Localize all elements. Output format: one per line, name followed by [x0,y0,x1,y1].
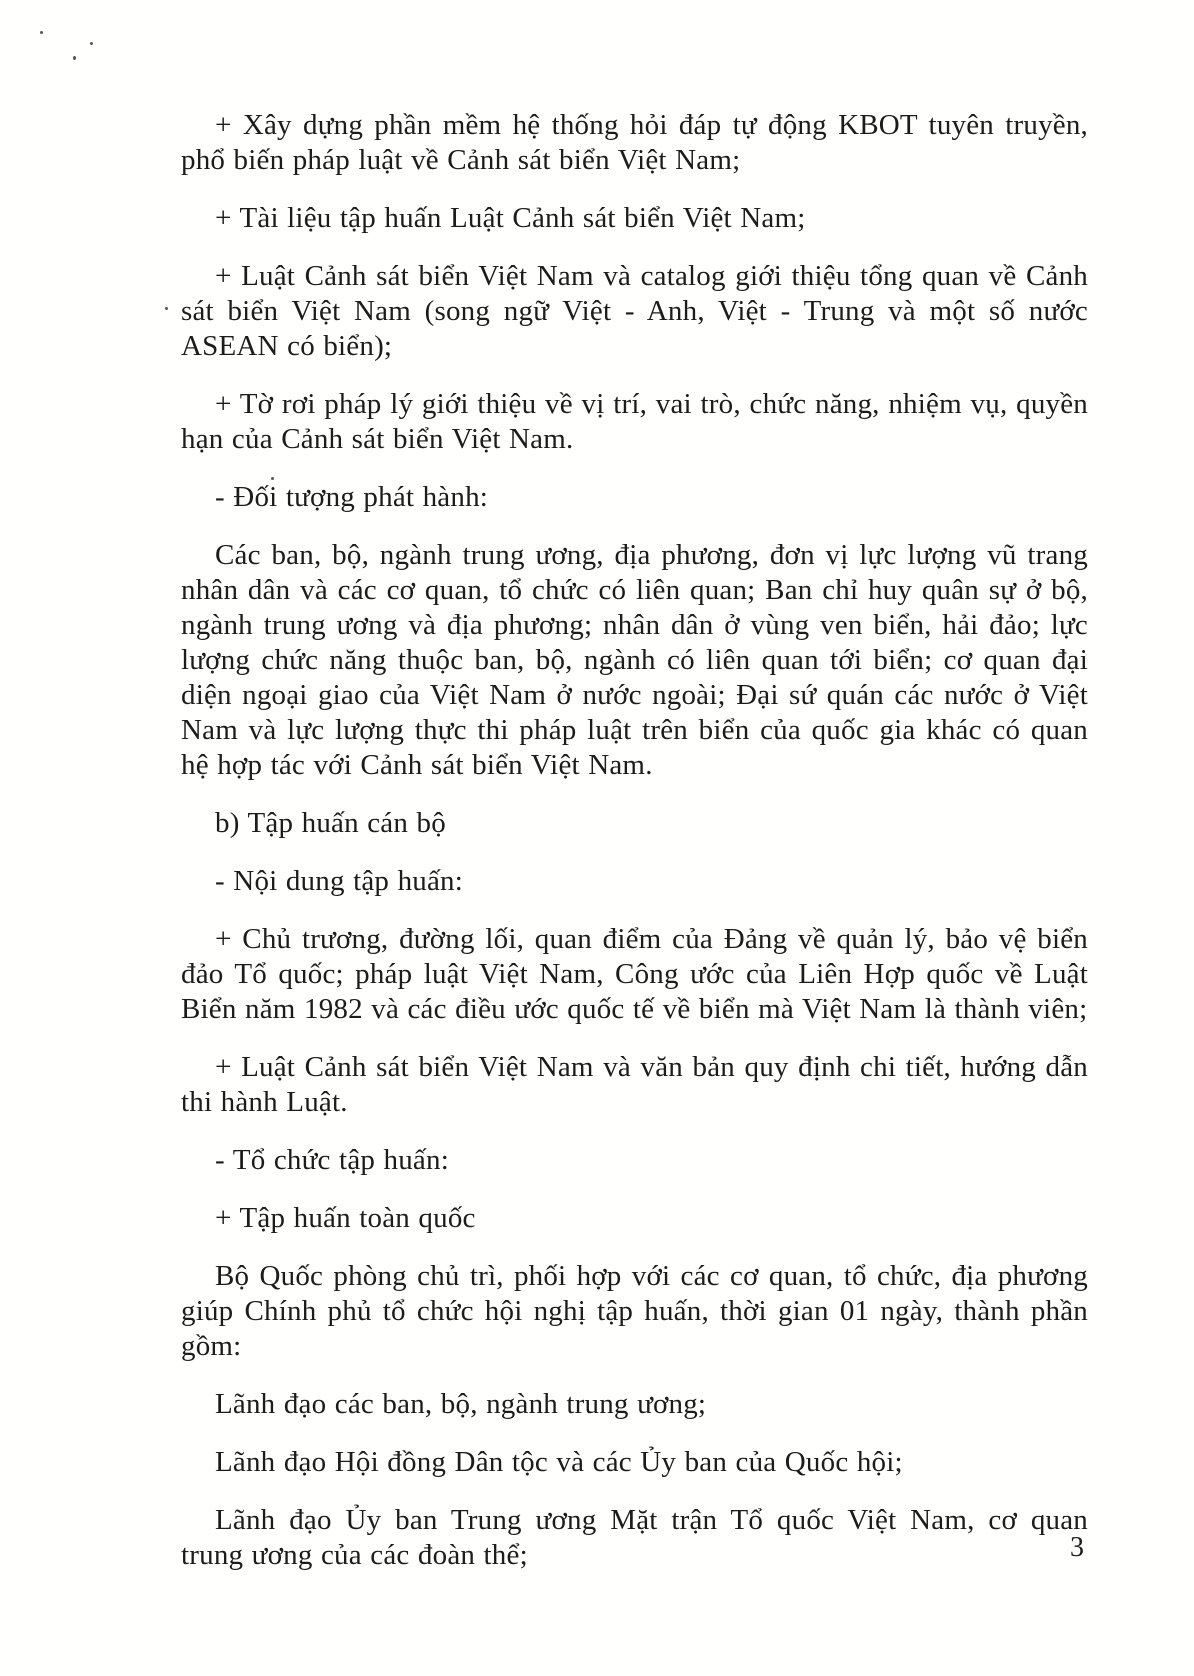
paragraph: b) Tập huấn cán bộ [215,807,446,839]
scan-speck [165,307,168,310]
scan-speck [90,42,93,45]
paragraph: Lãnh đạo Ủy ban Trung ương Mặt trận Tổ quốc Việt Nam, cơ quan trung ương của các đoàn thể; [181,1504,1088,1571]
document-body [181,108,1088,1596]
paragraph: + Xây dựng phần mềm hệ thống hỏi đáp tự động KBOT tuyên truyền, phổ biến pháp luật về Cảnh sát biển Việt Nam; [181,109,1088,176]
paragraph: Bộ Quốc phòng chủ trì, phối hợp với các cơ quan, tổ chức, địa phương giúp Chính phủ tổ chức hội nghị tập huấn, thời gian 01 ngày, thành phần gồm: [181,1260,1088,1362]
scan-speck [40,31,43,34]
paragraph: Các ban, bộ, ngành trung ương, địa phương, đơn vị lực lượng vũ trang nhân dân và các cơ quan, tổ chức có liên quan; Ban chỉ huy quân sự ở bộ, ngành trung ương và địa phương; nhân dân ở vùng ven biển, hải đảo; lực lượng chức năng thuộc ban, bộ, ngành có liên quan tới biển; cơ quan đại diện ngoại giao của Việt Nam ở nước ngoài; Đại sứ quán các nước ở Việt Nam và lực lượng thực thi pháp luật trên biển của quốc gia khác có quan hệ hợp tác với Cảnh sát biển Việt Nam. [181,539,1088,781]
paragraph: + Tờ rơi pháp lý giới thiệu về vị trí, vai trò, chức năng, nhiệm vụ, quyền hạn của Cảnh sát biển Việt Nam. [181,388,1088,455]
paragraph: - Nội dung tập huấn: [215,865,464,897]
paragraph: Lãnh đạo các ban, bộ, ngành trung ương; [215,1388,707,1420]
paragraph: + Tài liệu tập huấn Luật Cảnh sát biển Việt Nam; [215,202,806,234]
paragraph: - Tổ chức tập huấn: [215,1144,449,1176]
scan-speck [73,56,76,60]
paragraph: + Luật Cảnh sát biển Việt Nam và catalog giới thiệu tổng quan về Cảnh sát biển Việt Nam (song ngữ Việt - Anh, Việt - Trung và một số nước ASEAN có biển); [181,260,1088,362]
paragraph: + Chủ trương, đường lối, quan điểm của Đảng về quản lý, bảo vệ biển đảo Tổ quốc; pháp luật Việt Nam, Công ước của Liên Hợp quốc về Luật Biển năm 1982 và các điều ước quốc tế về biển mà Việt Nam là thành viên; [181,923,1088,1025]
paragraph: + Tập huấn toàn quốc [215,1202,476,1234]
paragraph: Lãnh đạo Hội đồng Dân tộc và các Ủy ban của Quốc hội; [215,1446,903,1478]
paragraph: - Đối tượng phát hành: [215,481,489,513]
paragraph: + Luật Cảnh sát biển Việt Nam và văn bản quy định chi tiết, hướng dẫn thi hành Luật. [181,1051,1088,1118]
page-number: 3 [1070,1532,1084,1563]
